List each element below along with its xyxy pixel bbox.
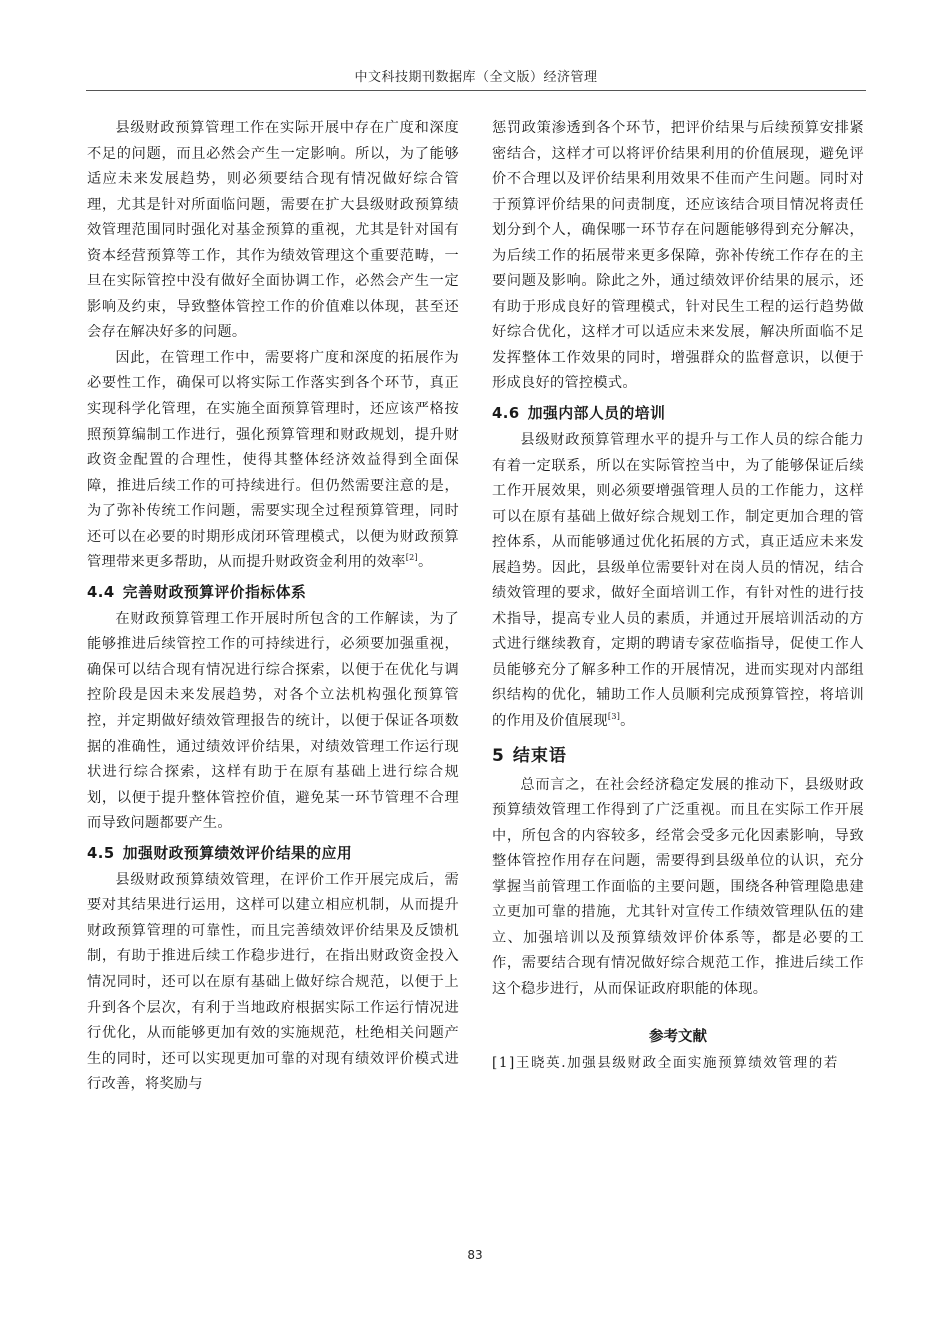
paragraph-end: 。: [417, 554, 433, 571]
right-column: [492, 116, 864, 1076]
section-heading-4-5: [87, 837, 459, 868]
paragraph-full-budget-management: [87, 346, 459, 576]
citation-2: [2]: [405, 553, 418, 563]
paragraph-text: 县级财政预算管理水平的提升与工作人员的综合能力有着一定联系，所以在实际管控当中，为了能够保证后续工作开展效果，则必须要增强管理人员的工作能力，这样可以在原有基础上做好综合规划工作，制定更加合理的管控体系，从而能够通过优化拓展的方式，真正适应未来发展趋势。因此，县级单位需要针对在岗人员的情况，结合绩效管理的要求，做好全面培训工作，有针对性的进行技术指导，提高专业人员的素质，并通过开展培训活动的方式进行继续教育，定期的聘请专家莅临指导，促使工作人员能够充分了解多种工作的开展情况，进而实现对内部组织结构的优化，辅助工作人员顺利完成预算管控，将培训的作用及价值展现: [492, 432, 864, 730]
section-title: 加强内部人员的培训: [527, 405, 666, 423]
paragraph-evaluation-results: 县级财政预算绩效管理，在评价工作开展完成后，需要对其结果进行运用，这样可以建立相应机制，从而提升财政预算管理的可靠性，而且完善绩效评价结果及反馈机制，有助于推进后续工作稳步进行，在指出财政资金投入情况同时，还可以在原有基础上做好综合规范，以便于上升到各个层次，有利于当地政府根据实际工作运行情况进行优化，从而能够更加有效的实施规范，杜绝相关问题产生的同时，还可以实现更加可靠的对现有绩效评价模式进行改善，将奖励与: [87, 871, 459, 1093]
section-title: 完善财政预算评价指标体系: [122, 583, 307, 601]
header-divider: [86, 90, 866, 91]
section-title: 加强财政预算绩效评价结果的应用: [122, 844, 353, 862]
section-number: 4.5: [87, 844, 115, 862]
section-heading-5: [492, 741, 864, 771]
paragraph-continued: 惩罚政策渗透到各个环节，把评价结果与后续预算安排紧密结合，这样才可以将评价结果利用的价值展现，避免评价不合理以及评价结果利用效果不佳而产生问题。同时对于预算评价结果的问责制度，还应该结合项目情况将责任划分到个人，确保哪一环节存在问题能够得到充分解决，为后续工作的拓展带来更多保障，弥补传统工作存在的主要问题及影响。除此之外，通过绩效评价结果的展示，还有助于形成良好的管理模式，针对民生工程的运行趋势做好综合优化，这样才可以适应未来发展，解决所面临不足发挥整体工作效果的同时，增强群众的监督意识，以便于形成良好的管控模式。: [492, 120, 864, 392]
references-title: 参考文献: [649, 1028, 707, 1045]
reference-item: [1]王晓英.加强县级财政全面实施预算绩效管理的若: [492, 1054, 839, 1071]
section-heading-4-6: [492, 397, 864, 428]
paragraph-end: 。: [620, 713, 635, 730]
paragraph-staff-training: [492, 428, 864, 735]
section-number: 5: [492, 745, 505, 766]
paragraph-conclusion: 总而言之，在社会经济稳定发展的推动下，县级财政预算绩效管理工作得到了广泛重视。而且在实际工作开展中，所包含的内容较多，经常会受多元化因素影响，导致整体管控作用存在问题，需要得到县级单位的认识，充分掌握当前管理工作面临的主要问题，围绕各种管理隐患建立更加可靠的措施，尤其针对宣传工作绩效管理队伍的建立、加强培训以及预算绩效评价体系等，都是必要的工作，需要结合现有情况做好综合规范工作，推进后续工作这个稳步进行，从而保证政府职能的体现。: [492, 776, 864, 997]
section-heading-4-4: [87, 576, 459, 607]
left-column: [87, 116, 459, 1098]
section-title: 结束语: [512, 745, 567, 766]
paragraph-evaluation-index: 在财政预算管理工作开展时所包含的工作解读，为了能够推进后续管控工作的可持续进行，必须要加强重视，确保可以结合现有情况进行综合探索，以便于在优化与调控阶段是因未来发展趋势，对各个立法机构强化预算管控，并定期做好绩效管理报告的统计，以便于保证各项数据的准确性，通过绩效评价结果，对绩效管理工作运行现状进行综合探索，这样有助于在原有基础上进行综合规划，以便于提升整体管控价值，避免某一环节管理不合理而导致问题都要产生。: [87, 610, 459, 832]
paragraph-breadth-depth: 县级财政预算管理工作在实际开展中存在广度和深度不足的问题，而且必然会产生一定影响。所以，为了能够适应未来发展趋势，则必须要结合现有情况做好综合管理，尤其是针对所面临问题，需要在扩大县级财政预算绩效管理范围同时强化对基金预算的重视，尤其是针对国有资本经营预算等工作，其作为绩效管理这个重要范畴，一旦在实际管控中没有做好全面协调工作，必然会产生一定影响及约束，导致整体管控工作的价值难以体现，甚至还会存在解决好多的问题。: [87, 120, 459, 341]
citation-3: [3]: [607, 712, 621, 722]
page-number: 83: [467, 1248, 483, 1262]
journal-header: 中文科技期刊数据库（全文版）经济管理: [354, 70, 598, 85]
section-number: 4.6: [492, 405, 520, 423]
section-number: 4.4: [87, 583, 115, 601]
paragraph-text: 因此，在管理工作中，需要将广度和深度的拓展作为必要性工作，确保可以将实际工作落实到各个环节，真正实现科学化管理，在实施全面预算管理时，还应该严格按照预算编制工作进行，强化预算管理和财政规划，提升财政资金配置的合理性，使得其整体经济效益得到全面保障，推进后续工作的可持续进行。但仍然需要注意的是，为了弥补传统工作问题，需要实现全过程预算管理，同时还可以在必要的时期形成闭环管理模式，以便为财政预算管理带来更多帮助，从而提升财政资金利用的效率: [87, 349, 459, 571]
